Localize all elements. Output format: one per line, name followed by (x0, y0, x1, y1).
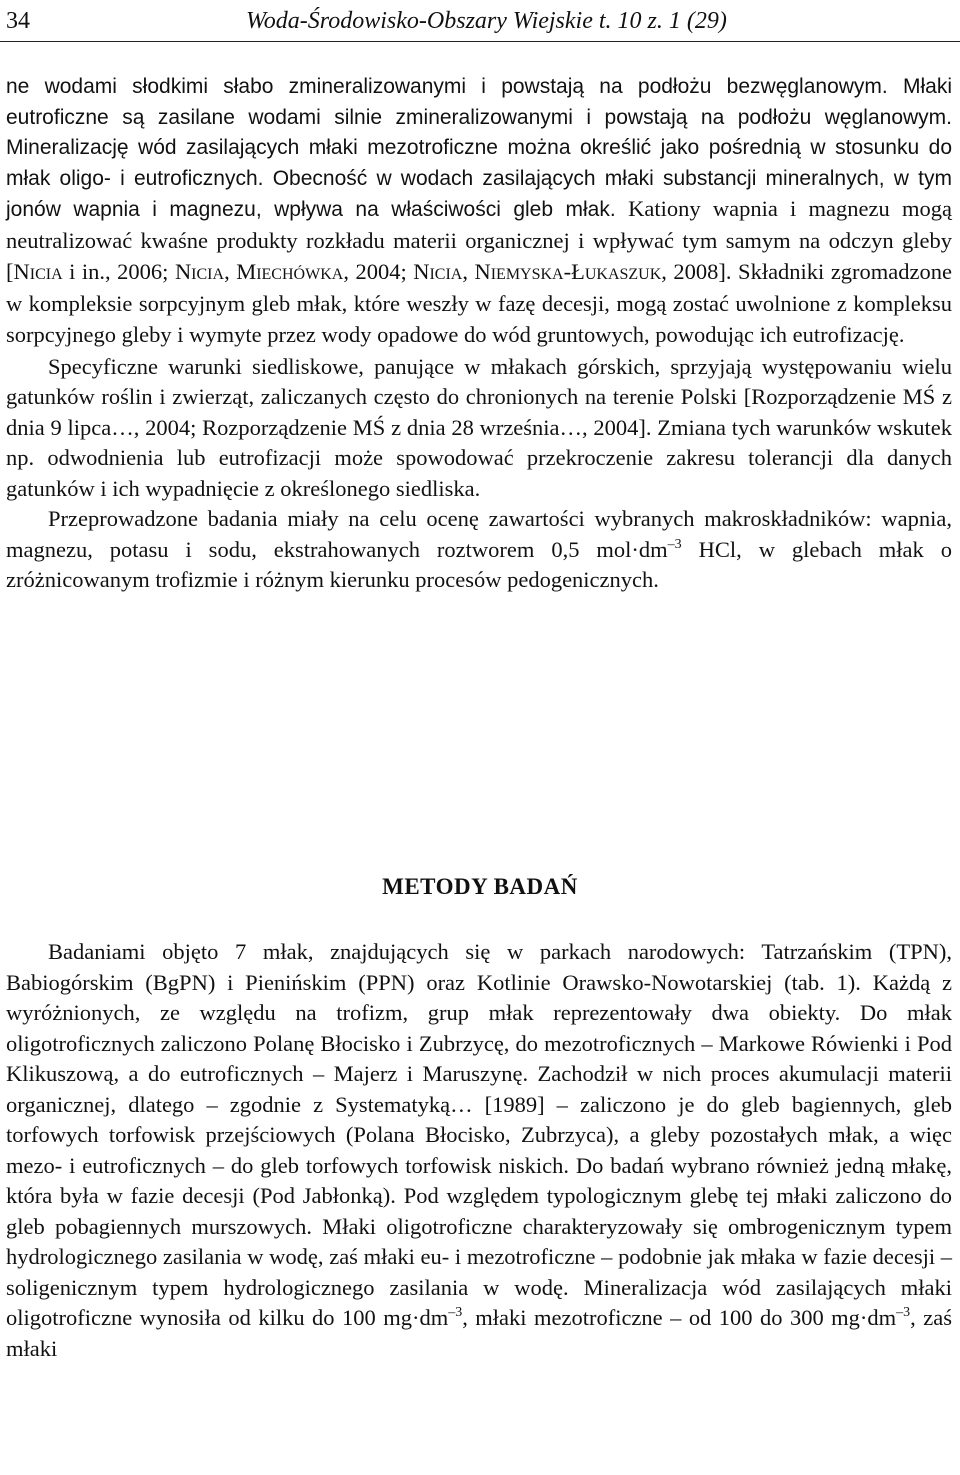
superscript: –3 (448, 1305, 463, 1320)
methods-body (6, 937, 952, 1364)
text-run: , młaki mezotroficzne – od 100 do 300 mg·dm (462, 1305, 897, 1330)
citation-author: Nicia, Miechówka (174, 259, 344, 284)
section-heading-methods: METODY BADAŃ (382, 874, 578, 899)
text-run: Kationy wapnia i magnezu mogą neutralizować kwaśne produkty rozkładu materii organicznej i wpływać tym samym na odczyn gleby [ (6, 196, 952, 284)
text-run: Badaniami objęto 7 młak, znajdujących się w parkach narodowych: Tatrzańskim (TPN), Babiogórskim (BgPN) i Pienińskim (PPN) oraz Kotlinie Orawsko-Nowotarskiej (tab. 1). Każdą z wyróżnionych, ze względu na trofizm, grup młak reprezentowały dwa obiekty. Do młak oligotroficznych zaliczono Polanę Błocisko i Zubrzycę, do mezotroficznych – Markowe Rówienki i Pod Klikuszową, a do eutroficznych – Majerz i Maruszynę. Zachodził w nich proces akumulacji materii organicznej, dlatego – zgodnie z Systematyką… [1989] – zaliczono je do gleb bagiennych, gleb torfowych torfowisk przejściowych (Polana Błocisko, Zubrzyca), a gleby pozostałych młak, a więc mezo- i eutroficznych – do gleb torfowych torfowisk niskich. Do badań wybrano również jedną młakę, która była w fazie decesji (Pod Jabłonką). Pod względem typologicznym glebę tej młaki zaliczono do gleb pobagiennych murszowych. Młaki oligotroficzne charakteryzowały się ombrogenicznym typem hydrologicznego zasilania w wodę, zaś młaki eu- i mezotroficzne – podobnie jak młaka w fazie decesji – soligenicznym typem hydrologicznego zasilania w wodę. Mineralizacja wód zasilających młaki oligotroficzne wynosiła od kilku do 100 mg·dm (6, 939, 952, 1330)
page-number: 34 (6, 8, 30, 34)
text-run: Przeprowadzone badania miały na celu ocenę zawartości wybranych makroskładników: wapnia, magnezu, potasu i sodu, ekstrahowanych roztworem 0,5 mol·dm (6, 506, 952, 562)
text-run: , 2004; (343, 259, 414, 284)
superscript: –3 (667, 536, 682, 552)
paragraph-text: ne wodami słodkimi słabo zmineralizowanymi i powstają na podłożu bezwęglanowym. Młaki eutroficzne są zasilane wodami silnie zmineralizowanymi i powstają na podłożu węglanowym. Mineralizację wód zasilających młaki mezotroficzne można określić jako pośrednią w stosunku do młak oligo- i eutroficznych. Obecność w wodach zasilających młaki substancji mineralnych, w tym jonów wapnia i magnezu, wpływa na właściwości gleb młak. (6, 75, 952, 221)
paragraph-trophic-types (6, 72, 952, 352)
paragraph-methods (6, 937, 952, 1364)
paragraph-habitat-conditions: Specyficzne warunki siedliskowe, panujące w młakach górskich, sprzyjają występowaniu wielu gatunków roślin i zwierząt, zaliczanych często do chronionych na terenie Polski [Rozporządzenie MŚ z dnia 9 lipca…, 2004; Rozporządzenie MŚ z dnia 28 września…, 2004]. Zmiana tych warunków wskutek np. odwodnienia lub eutrofizacji może spowodować przekroczenie zakresu tolerancji dla danych gatunków i ich wypadnięcie z określonego siedliska. (6, 353, 952, 501)
text-run: HCl, w glebach młak o zróżnicowanym trofizmie i różnym kierunku procesów pedogenicznych. (6, 536, 952, 592)
citation-author: Nicia, Niemyska-Łukaszuk (413, 259, 662, 284)
page-header (0, 0, 960, 42)
superscript: –3 (896, 1305, 911, 1320)
running-head: Woda-Środowisko-Obszary Wiejskie t. 10 z. 1 (29) (246, 8, 727, 34)
intro-body (6, 72, 952, 596)
text-run: , zaś młaki (6, 1305, 952, 1361)
paragraph-study-aim (6, 504, 952, 596)
text-run: , 2008]. Składniki zgromadzone w kompleksie sorpcyjnym gleb młak, które weszły w fazę decesji, mogą zostać uwolnione z kompleksu sorpcyjnego gleby i wymyte przez wody opadowe do wód gruntowych, powodując ich eutrofizację. (6, 259, 953, 347)
text-run: i in., 2006; (62, 259, 175, 284)
citation-author: Nicia (13, 259, 63, 284)
